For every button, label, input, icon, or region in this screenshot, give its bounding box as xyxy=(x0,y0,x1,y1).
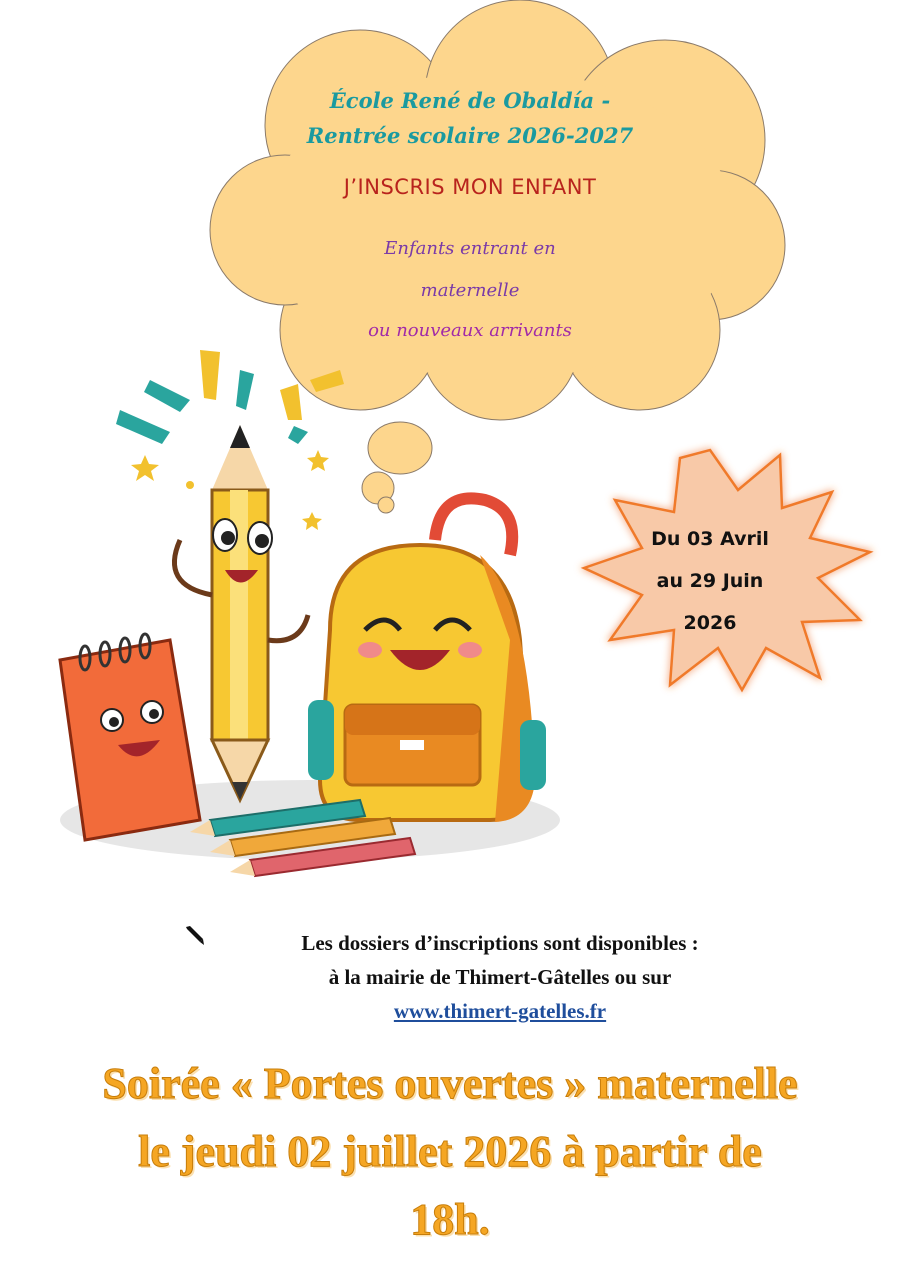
registration-info xyxy=(180,926,820,1028)
date-line-3: 2026 xyxy=(683,612,737,634)
notebook-character xyxy=(60,634,200,840)
backpack-character xyxy=(308,498,546,822)
info-line-1: Les dossiers d’inscriptions sont disponibles : xyxy=(301,931,699,955)
sparkle-rays xyxy=(116,350,344,444)
openhouse-line-1: Soirée « Portes ouvertes » maternelle xyxy=(102,1059,798,1108)
school-title xyxy=(260,83,680,153)
children-target xyxy=(260,228,680,312)
school-line-1: École René de Obaldía - xyxy=(329,88,611,113)
openhouse-line-3: 18h. xyxy=(410,1195,490,1244)
children-line-1: Enfants entrant en xyxy=(384,238,556,259)
info-line-2: à la mairie de Thimert-Gâtelles ou sur xyxy=(328,965,672,989)
new-arrivals: ou nouveaux arrivants xyxy=(368,320,572,341)
openhouse-line-2: le jeudi 02 juillet 2026 à partir de xyxy=(138,1127,762,1176)
website-link[interactable]: www.thimert-gatelles.fr xyxy=(393,999,607,1023)
school-line-2: Rentrée scolaire 2026-2027 xyxy=(306,123,634,148)
enrol-headline: J’INSCRIS MON ENFANT xyxy=(343,175,597,199)
enrolment-dates xyxy=(640,518,780,644)
open-house-announcement xyxy=(10,1050,890,1254)
date-line-2: au 29 Juin xyxy=(656,570,764,592)
pencil-character xyxy=(174,425,308,800)
school-supplies-illustration xyxy=(40,340,580,900)
date-line-1: Du 03 Avril xyxy=(651,528,769,550)
children-line-2: maternelle xyxy=(420,280,520,301)
